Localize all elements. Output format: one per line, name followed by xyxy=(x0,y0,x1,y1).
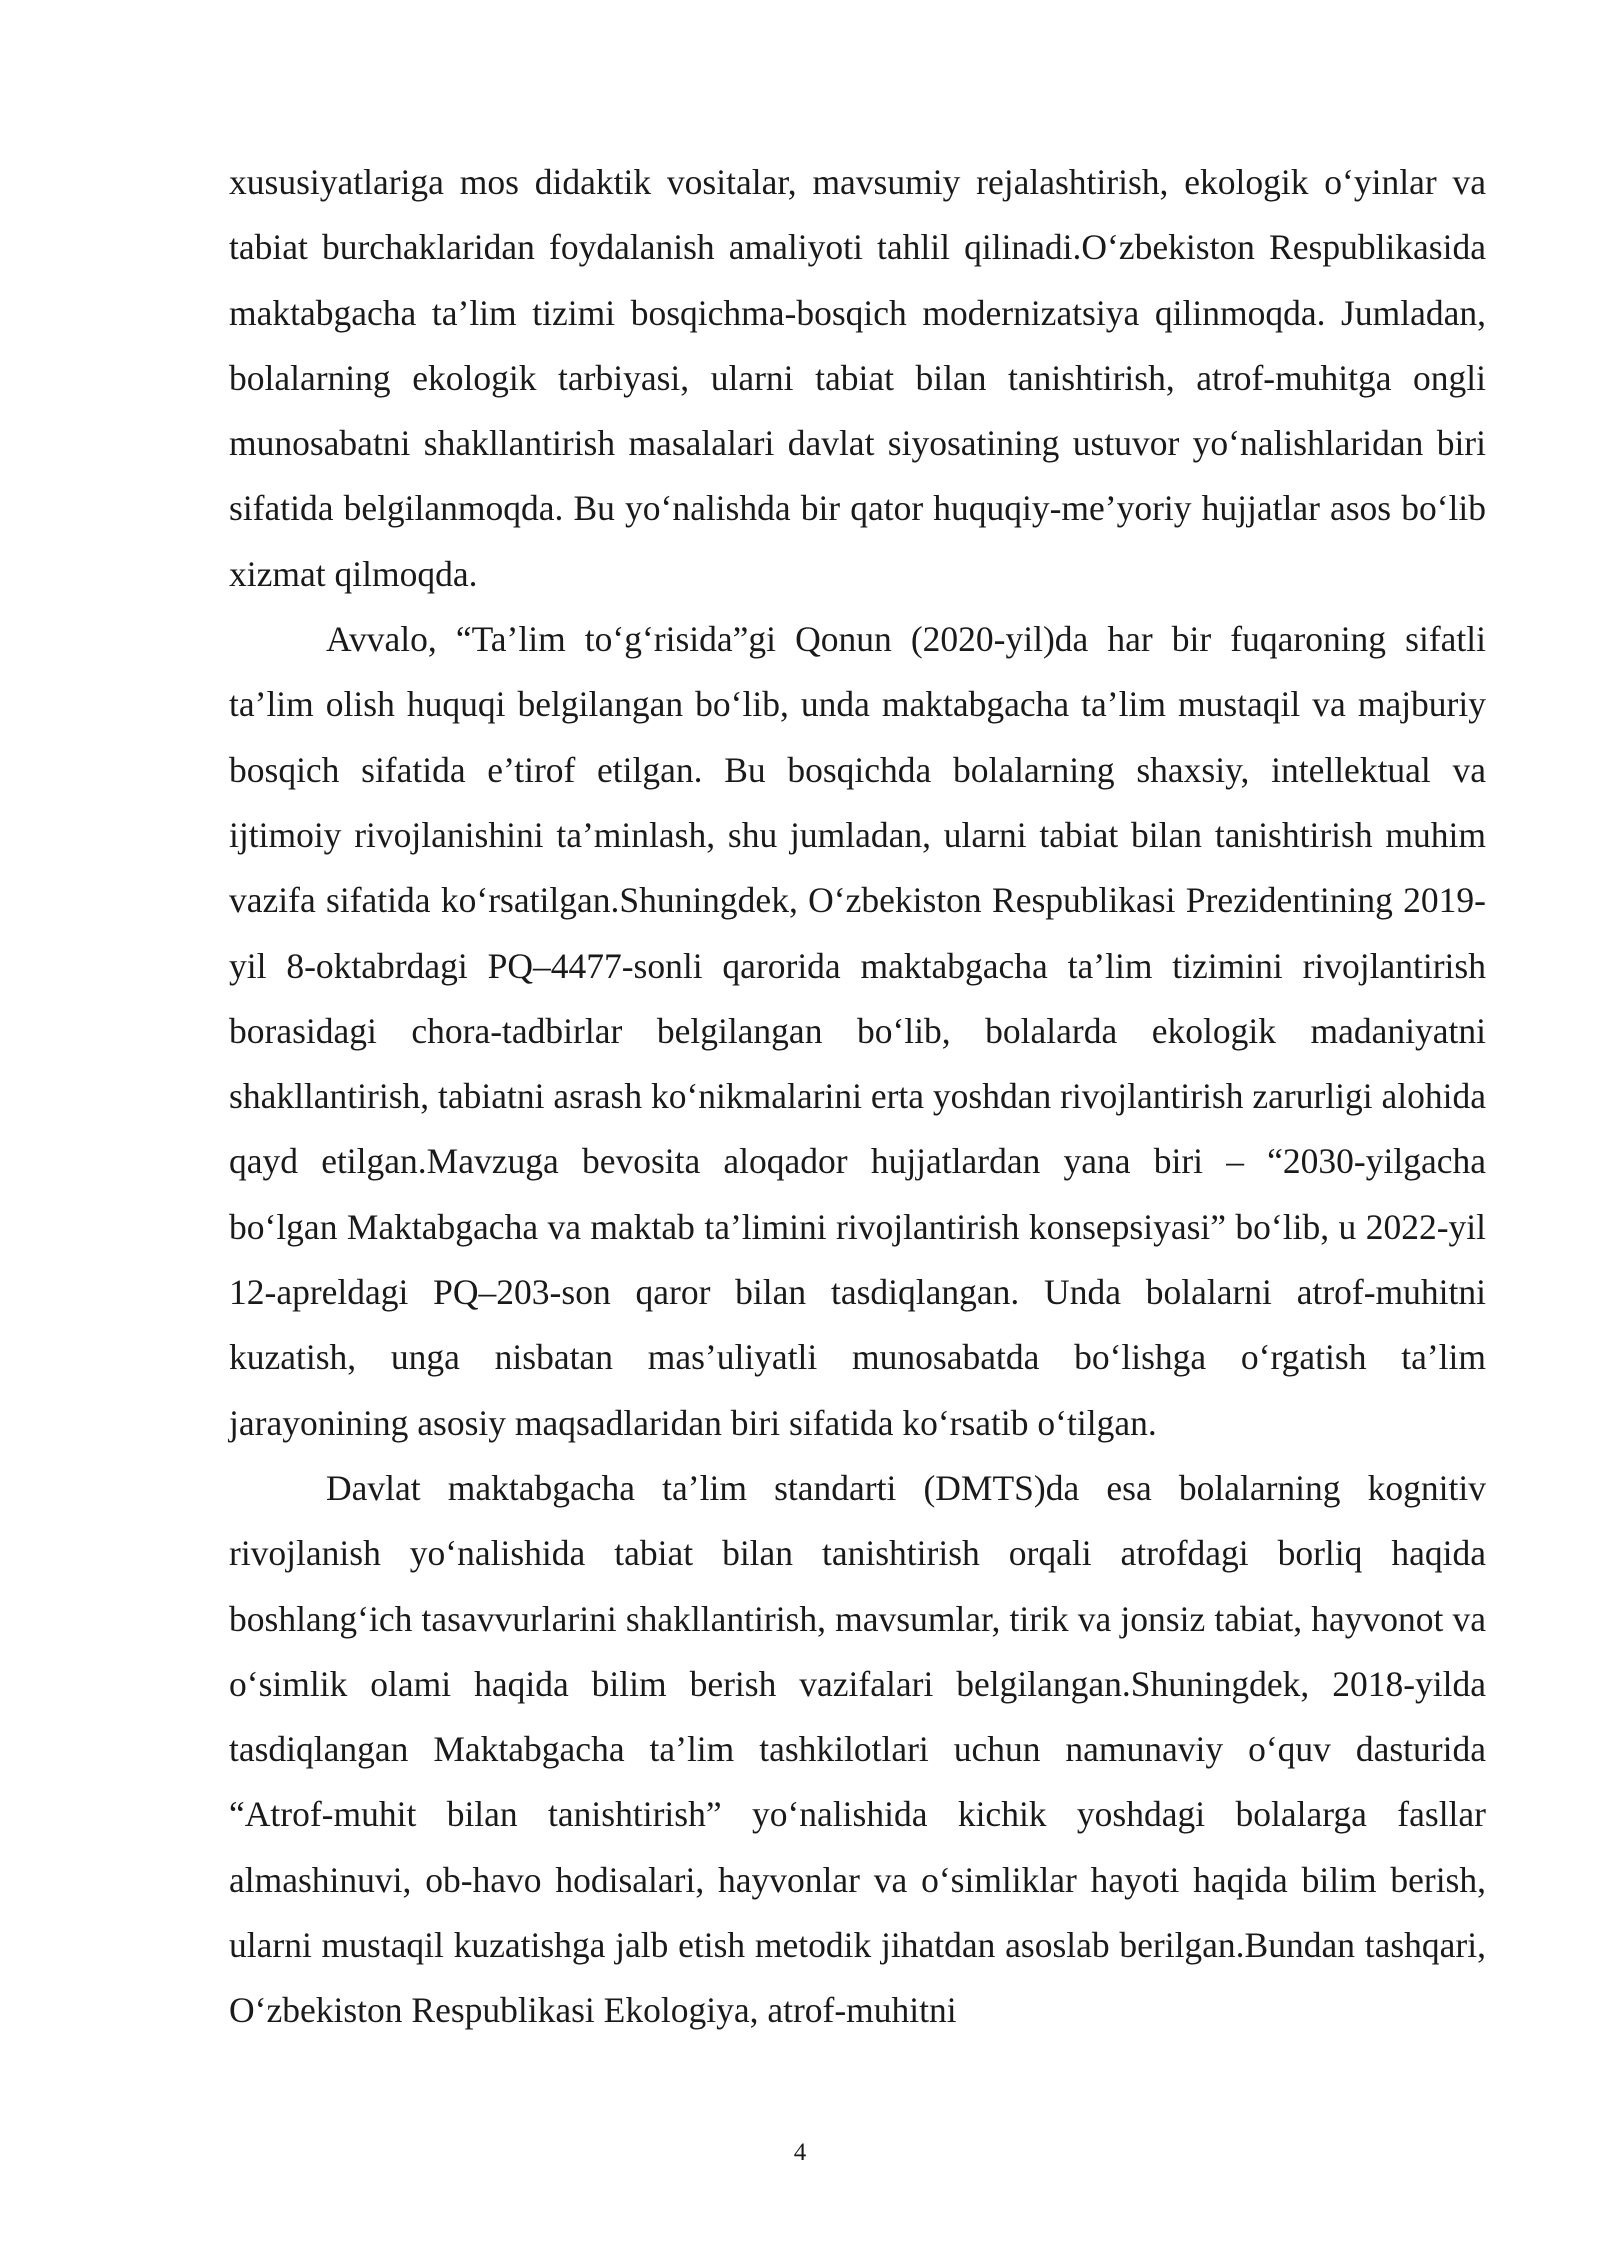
paragraph-education-law: Avvalo, “Ta’lim to‘g‘risida”gi Qonun (2020-yil)da har bir fuqaroning sifatli ta’lim olish huquqi belgilangan bo‘lib, unda maktabgacha ta’lim mustaqil va majburiy bosqich sifatida e’tirof etilgan. Bu bosqichda bolalarning shaxsiy, intellektual va ijtimoiy rivojlanishini ta’minlash, shu jumladan, ularni tabiat bilan tanishtirish muhim vazifa sifatida ko‘rsatilgan.Shuningdek, O‘zbekiston Respublikasi Prezidentining 2019-yil 8-oktabrdagi PQ–4477-sonli qarorida maktabgacha ta’lim tizimini rivojlantirish borasidagi chora-tadbirlar belgilangan bo‘lib, bolalarda ekologik madaniyatni shakllantirish, tabiatni asrash ko‘nikmalarini erta yoshdan rivojlantirish zarurligi alohida qayd etilgan.Mavzuga bevosita aloqador hujjatlardan yana biri – “2030-yilgacha bo‘lgan Maktabgacha va maktab ta’limini rivojlantirish konsepsiyasi” bo‘lib, u 2022-yil 12-apreldagi PQ–203-son qaror bilan tasdiqlangan. Unda bolalarni atrof-muhitni kuzatish, unga nisbatan mas’uliyatli munosabatda bo‘lishga o‘rgatish ta’lim jarayonining asosiy maqsadlaridan biri sifatida ko‘rsatib o‘tilgan. xyxy=(229,619,1486,1443)
document-body xyxy=(229,150,1486,2044)
page-number: 4 xyxy=(793,2139,807,2166)
paragraph-continuation: xususiyatlariga mos didaktik vositalar, mavsumiy rejalashtirish, ekologik o‘yinlar va tabiat burchaklaridan foydalanish amaliyoti tahlil qilinadi.O‘zbekiston Respublikasida maktabgacha ta’lim tizimi bosqichma-bosqich modernizatsiya qilinmoqda. Jumladan, bolalarning ekologik tarbiyasi, ularni tabiat bilan tanishtirish, atrof-muhitga ongli munosabatni shakllantirish masalalari davlat siyosatining ustuvor yo‘nalishlaridan biri sifatida belgilanmoqda. Bu yo‘nalishda bir qator huquqiy-me’yoriy hujjatlar asos bo‘lib xizmat qilmoqda. xyxy=(229,162,1486,594)
paragraph-state-standard: Davlat maktabgacha ta’lim standarti (DMTS)da esa bolalarning kognitiv rivojlanish yo‘nalishida tabiat bilan tanishtirish orqali atrofdagi borliq haqida boshlang‘ich tasavvurlarini shakllantirish, mavsumlar, tirik va jonsiz tabiat, hayvonot va o‘simlik olami haqida bilim berish vazifalari belgilangan.Shuningdek, 2018-yilda tasdiqlangan Maktabgacha ta’lim tashkilotlari uchun namunaviy o‘quv dasturida “Atrof-muhit bilan tanishtirish” yo‘nalishida kichik yoshdagi bolalarga fasllar almashinuvi, ob-havo hodisalari, hayvonlar va o‘simliklar hayoti haqida bilim berish, ularni mustaqil kuzatishga jalb etish metodik jihatdan asoslab berilgan.Bundan tashqari, O‘zbekiston Respublikasi Ekologiya, atrof-muhitni xyxy=(229,1467,1486,2031)
